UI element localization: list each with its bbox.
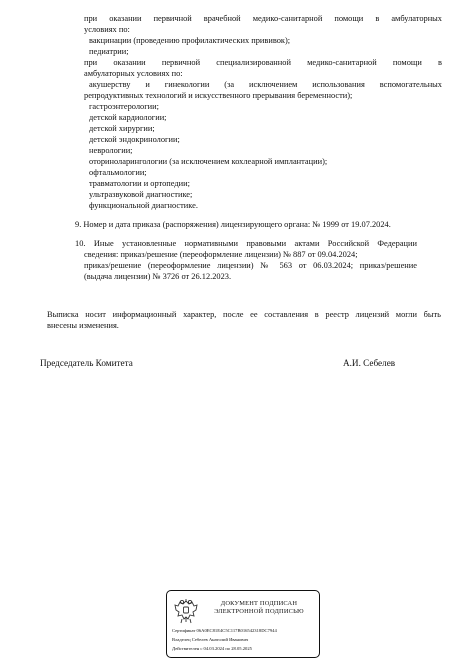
- service-item: акушерству и гинекологии (за исключением использования вспомогательных: [89, 80, 442, 89]
- signatory-position: Председатель Комитета: [40, 358, 133, 368]
- service-item: оториноларингологии (за исключением кохлеарной имплантации);: [89, 157, 328, 166]
- stamp-title-line-1: ДОКУМЕНТ ПОДПИСАН: [220, 600, 298, 607]
- other-info-line-3: приказ/решение (переоформление лицензии) № 563 от 06.03.2024; приказ/решение: [84, 261, 417, 270]
- informational-note-line-1: Выписка носит информационный характер, после ее составления в реестр лицензий могли быть: [47, 310, 441, 319]
- service-item: детской кардиологии;: [89, 113, 167, 122]
- stamp-title: [205, 600, 313, 616]
- services-intro-line-1: при оказании первичной врачебной медико-санитарной помощи в амбулаторных: [84, 14, 442, 23]
- signatory-name: А.И. Себелев: [343, 358, 396, 368]
- stamp-validity: Действителен с 04.03.2024 по 28.05.2025: [172, 646, 252, 651]
- stamp-certificate: Сертификат 06A0EC81E4C5C117B016542318DC7944: [172, 628, 277, 633]
- service-item: вакцинации (проведению профилактических прививок);: [89, 36, 291, 45]
- services-specialized-line-1: при оказании первичной специализированной медико-санитарной помощи в: [84, 58, 442, 67]
- service-item: педиатрии;: [89, 47, 129, 56]
- stamp-owner: Владелец Себелев Анатолий Иванович: [172, 637, 249, 642]
- service-item: функциональной диагностике.: [89, 201, 198, 210]
- other-info-line-4: (выдача лицензии) № 3726 от 26.12.2023.: [84, 272, 232, 281]
- stamp-title-line-2: ЭЛЕКТРОННОЙ ПОДПИСЬЮ: [214, 608, 304, 615]
- service-item: детской эндокринологии;: [89, 135, 180, 144]
- service-item: травматологии и ортопедии;: [89, 179, 190, 188]
- services-specialized-line-2: амбулаторных условиях по:: [84, 69, 183, 78]
- order-number-item: 9. Номер и дата приказа (распоряжения) лицензирующего органа: № 1999 от 19.07.2024.: [75, 220, 391, 229]
- service-item: офтальмологии;: [89, 168, 147, 177]
- electronic-signature-stamp: [166, 590, 320, 658]
- informational-note-line-2: внесены изменения.: [47, 321, 119, 330]
- service-item-continuation: репродуктивных технологий и искусственного прерывания беременности);: [84, 91, 353, 100]
- coat-of-arms-icon: [173, 597, 199, 625]
- other-info-line-1: 10. Иные установленные нормативными правовыми актами Российской Федерации: [75, 239, 417, 248]
- service-item: гастроэнтерологии;: [89, 102, 159, 111]
- service-item: неврологии;: [89, 146, 133, 155]
- service-item: детской хирургии;: [89, 124, 155, 133]
- other-info-line-2: сведения: приказ/решение (переоформление лицензии) № 887 от 09.04.2024;: [84, 250, 358, 259]
- service-item: ультразвуковой диагностике;: [89, 190, 193, 199]
- services-intro-line-2: условиях по:: [84, 25, 130, 34]
